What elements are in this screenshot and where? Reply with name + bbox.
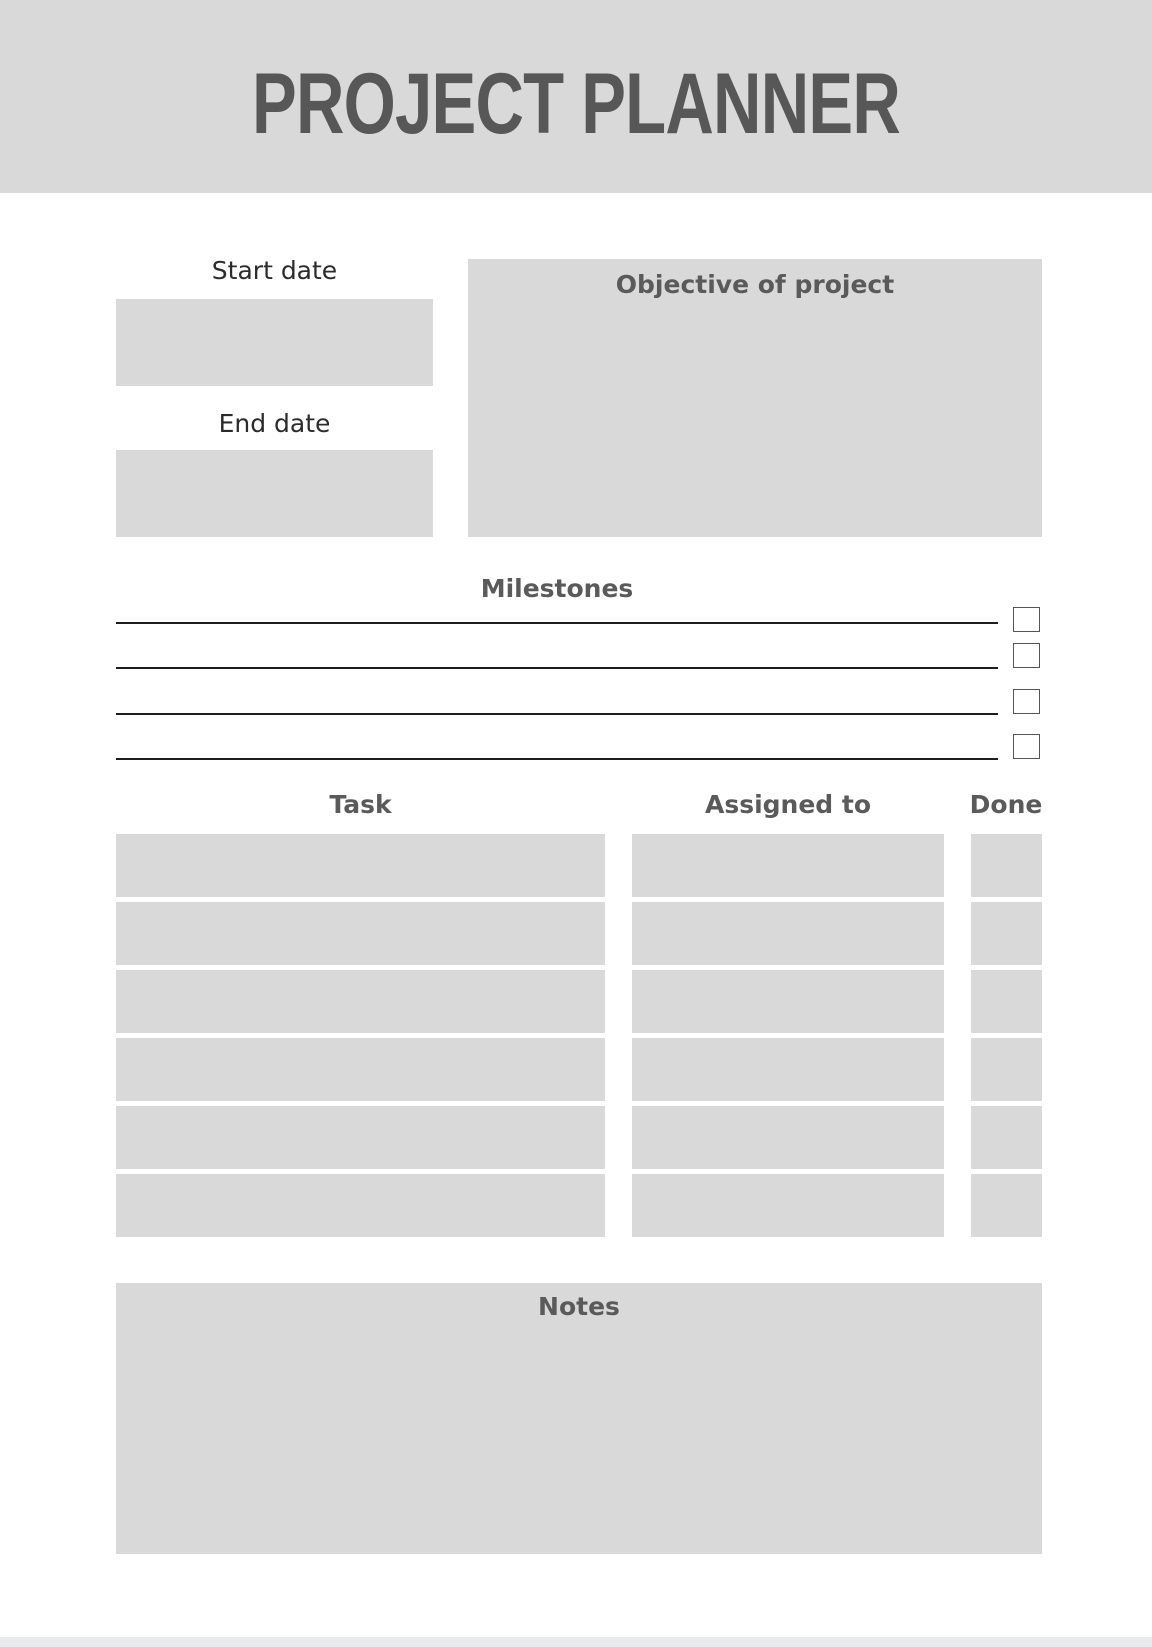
milestone-checkbox-2[interactable] bbox=[1013, 643, 1040, 668]
task-cell[interactable] bbox=[116, 834, 605, 897]
milestone-line-4[interactable] bbox=[116, 758, 998, 760]
done-cell[interactable] bbox=[971, 834, 1042, 897]
start-date-label: Start date bbox=[211, 256, 338, 285]
milestones-label: Milestones bbox=[480, 574, 634, 603]
assigned-cell[interactable] bbox=[632, 1174, 944, 1237]
end-date-label: End date bbox=[218, 409, 331, 438]
done-cell[interactable] bbox=[971, 902, 1042, 965]
done-cell[interactable] bbox=[971, 970, 1042, 1033]
milestone-line-2[interactable] bbox=[116, 667, 998, 669]
assigned-cell[interactable] bbox=[632, 1106, 944, 1169]
milestone-line-1[interactable] bbox=[116, 622, 998, 624]
task-cell[interactable] bbox=[116, 1174, 605, 1237]
start-date-field[interactable] bbox=[116, 299, 433, 386]
done-cell[interactable] bbox=[971, 1174, 1042, 1237]
task-column-header: Task bbox=[329, 790, 392, 819]
task-cell[interactable] bbox=[116, 1038, 605, 1101]
page-title: PROJECT PLANNER bbox=[251, 56, 900, 152]
task-cell[interactable] bbox=[116, 902, 605, 965]
milestone-line-3[interactable] bbox=[116, 713, 998, 715]
end-date-field[interactable] bbox=[116, 450, 433, 537]
assigned-cell[interactable] bbox=[632, 1038, 944, 1101]
task-cell[interactable] bbox=[116, 1106, 605, 1169]
milestone-checkbox-3[interactable] bbox=[1013, 689, 1040, 714]
objective-label: Objective of project bbox=[615, 270, 895, 299]
footer-strip bbox=[0, 1637, 1152, 1647]
notes-label: Notes bbox=[538, 1292, 620, 1321]
task-cell[interactable] bbox=[116, 970, 605, 1033]
done-cell[interactable] bbox=[971, 1106, 1042, 1169]
done-cell[interactable] bbox=[971, 1038, 1042, 1101]
milestone-checkbox-1[interactable] bbox=[1013, 607, 1040, 632]
assigned-cell[interactable] bbox=[632, 970, 944, 1033]
assigned-cell[interactable] bbox=[632, 834, 944, 897]
milestone-checkbox-4[interactable] bbox=[1013, 734, 1040, 759]
assigned-cell[interactable] bbox=[632, 902, 944, 965]
assigned-column-header: Assigned to bbox=[704, 790, 872, 819]
done-column-header: Done bbox=[969, 790, 1043, 819]
